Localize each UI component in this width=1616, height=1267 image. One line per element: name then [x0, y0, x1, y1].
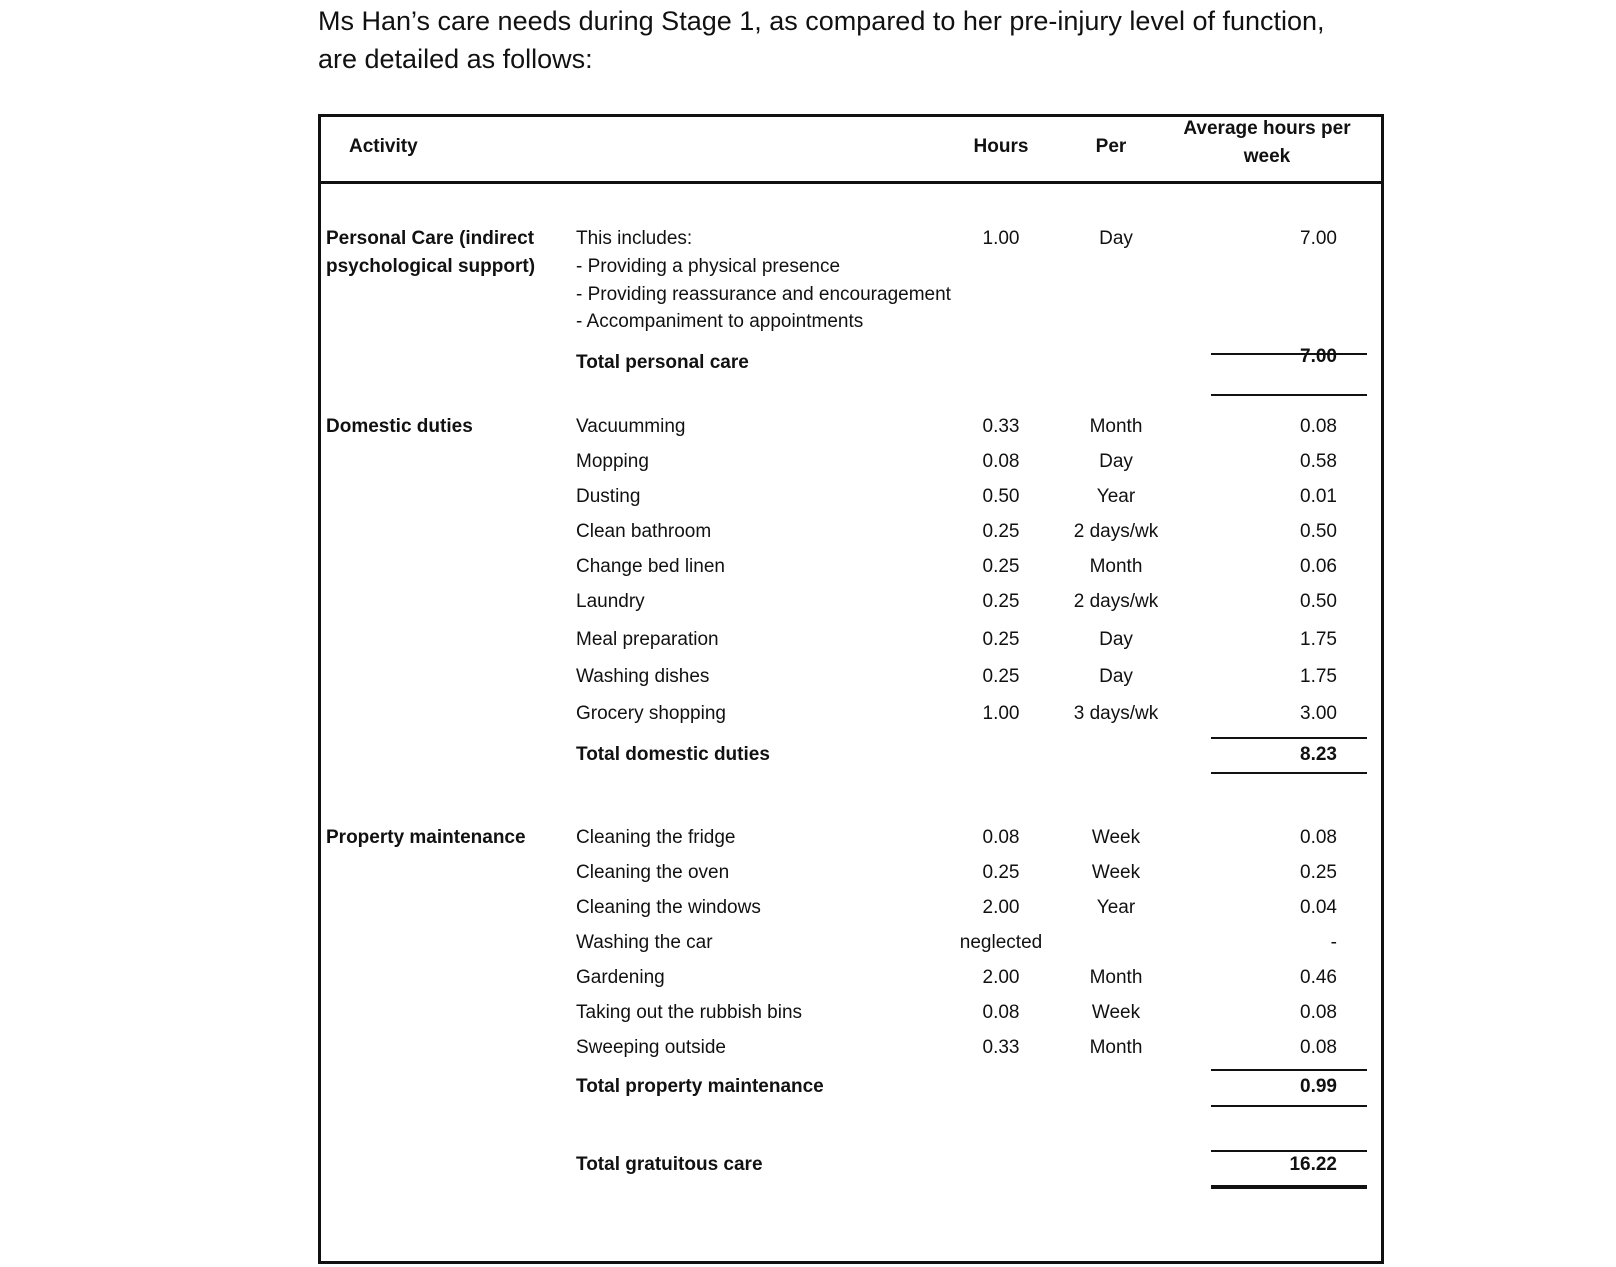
- total-rule-top: [1211, 737, 1367, 739]
- property-per: Year: [1096, 897, 1136, 918]
- domestic-activity: Change bed linen: [576, 556, 725, 577]
- domestic-activity: Mopping: [576, 451, 649, 472]
- property-activity: Cleaning the fridge: [576, 827, 736, 848]
- personal-care-desc-2: - Providing reassurance and encouragement: [576, 284, 951, 305]
- total-rule-bottom: [1211, 772, 1367, 774]
- property-avg: 0.08: [1300, 1002, 1337, 1023]
- grand-total-value: 16.22: [1289, 1154, 1337, 1175]
- domestic-activity: Vacuumming: [576, 416, 686, 437]
- header-per: Per: [1095, 136, 1127, 157]
- property-activity: Sweeping outside: [576, 1037, 726, 1058]
- property-hours: 0.25: [982, 862, 1020, 883]
- total-personal-care-value: 7.00: [1300, 346, 1337, 367]
- domestic-hours: 0.25: [982, 666, 1020, 687]
- property-activity: Cleaning the windows: [576, 897, 761, 918]
- domestic-avg: 1.75: [1300, 629, 1337, 650]
- property-activity: Washing the car: [576, 932, 713, 953]
- domestic-activity: Dusting: [576, 486, 641, 507]
- personal-care-avg: 7.00: [1300, 228, 1337, 249]
- domestic-hours: 0.25: [982, 521, 1020, 542]
- domestic-per: 2 days/wk: [1073, 521, 1159, 542]
- domestic-avg: 1.75: [1300, 666, 1337, 687]
- header-activity: Activity: [349, 136, 418, 157]
- personal-care-desc-1: - Providing a physical presence: [576, 256, 841, 277]
- domestic-hours: 1.00: [982, 703, 1020, 724]
- property-hours: 2.00: [982, 967, 1020, 988]
- domestic-per: Year: [1096, 486, 1136, 507]
- domestic-hours: 0.25: [982, 629, 1020, 650]
- domestic-per: Day: [1099, 666, 1133, 687]
- property-per: Week: [1091, 1002, 1141, 1023]
- domestic-hours: 0.25: [982, 556, 1020, 577]
- property-avg: 0.08: [1300, 1037, 1337, 1058]
- personal-care-desc-3: - Accompaniment to appointments: [576, 311, 864, 332]
- domestic-per: 2 days/wk: [1073, 591, 1159, 612]
- domestic-hours: 0.08: [982, 451, 1020, 472]
- total-rule-top: [1211, 1069, 1367, 1071]
- category-domestic-duties: Domestic duties: [326, 416, 473, 437]
- domestic-activity: Clean bathroom: [576, 521, 712, 542]
- personal-care-per: Day: [1099, 228, 1133, 249]
- total-domestic-label: Total domestic duties: [576, 744, 770, 765]
- total-personal-care-label: Total personal care: [576, 352, 749, 373]
- intro-paragraph: [318, 2, 1438, 78]
- total-rule-bottom: [1211, 394, 1367, 396]
- domestic-activity: Laundry: [576, 591, 645, 612]
- personal-care-desc-0: This includes:: [576, 228, 693, 249]
- header-hours: Hours: [973, 136, 1029, 157]
- property-avg: 0.08: [1300, 827, 1337, 848]
- intro-line-1: Ms Han’s care needs during Stage 1, as compared to her pre-injury level of function,: [318, 6, 1325, 36]
- domestic-avg: 3.00: [1300, 703, 1337, 724]
- domestic-per: Month: [1089, 416, 1143, 437]
- domestic-hours: 0.33: [982, 416, 1020, 437]
- property-hours: 0.08: [982, 827, 1020, 848]
- category-personal-care-line1: Personal Care (indirect: [326, 228, 535, 249]
- property-avg: 0.04: [1300, 897, 1337, 918]
- domestic-activity: Meal preparation: [576, 629, 719, 650]
- domestic-hours: 0.50: [982, 486, 1020, 507]
- personal-care-hours: 1.00: [982, 228, 1020, 249]
- property-hours: neglected: [959, 932, 1043, 953]
- property-per: Week: [1091, 827, 1141, 848]
- domestic-per: 3 days/wk: [1073, 703, 1159, 724]
- header-avg-line1: Average hours per: [1183, 118, 1351, 139]
- domestic-avg: 0.06: [1300, 556, 1337, 577]
- domestic-per: Month: [1089, 556, 1143, 577]
- domestic-hours: 0.25: [982, 591, 1020, 612]
- domestic-activity: Washing dishes: [576, 666, 710, 687]
- property-per: Month: [1089, 1037, 1143, 1058]
- header-avg-line2: week: [1243, 146, 1291, 167]
- property-hours: 0.08: [982, 1002, 1020, 1023]
- total-property-label: Total property maintenance: [576, 1076, 824, 1097]
- grand-total-rule-bottom: [1211, 1185, 1367, 1189]
- total-domestic-value: 8.23: [1300, 744, 1337, 765]
- property-avg: 0.25: [1300, 862, 1337, 883]
- category-property-maintenance: Property maintenance: [326, 827, 526, 848]
- domestic-avg: 0.08: [1300, 416, 1337, 437]
- intro-line-2: are detailed as follows:: [318, 44, 593, 74]
- grand-total-label: Total gratuitous care: [576, 1154, 763, 1175]
- property-avg: 0.46: [1300, 967, 1337, 988]
- total-property-value: 0.99: [1300, 1076, 1337, 1097]
- property-avg: -: [1330, 932, 1337, 953]
- property-hours: 0.33: [982, 1037, 1020, 1058]
- property-activity: Cleaning the oven: [576, 862, 730, 883]
- domestic-avg: 0.58: [1300, 451, 1337, 472]
- domestic-avg: 0.50: [1300, 521, 1337, 542]
- property-activity: Gardening: [576, 967, 665, 988]
- property-per: Month: [1089, 967, 1143, 988]
- domestic-activity: Grocery shopping: [576, 703, 726, 724]
- total-rule-bottom: [1211, 1105, 1367, 1107]
- care-needs-table: [318, 114, 1384, 1264]
- domestic-avg: 0.01: [1300, 486, 1337, 507]
- category-personal-care-line2: psychological support): [326, 256, 536, 277]
- domestic-per: Day: [1099, 629, 1133, 650]
- header-divider: [321, 181, 1381, 184]
- domestic-per: Day: [1099, 451, 1133, 472]
- domestic-avg: 0.50: [1300, 591, 1337, 612]
- property-hours: 2.00: [982, 897, 1020, 918]
- property-per: Week: [1091, 862, 1141, 883]
- property-activity: Taking out the rubbish bins: [576, 1002, 803, 1023]
